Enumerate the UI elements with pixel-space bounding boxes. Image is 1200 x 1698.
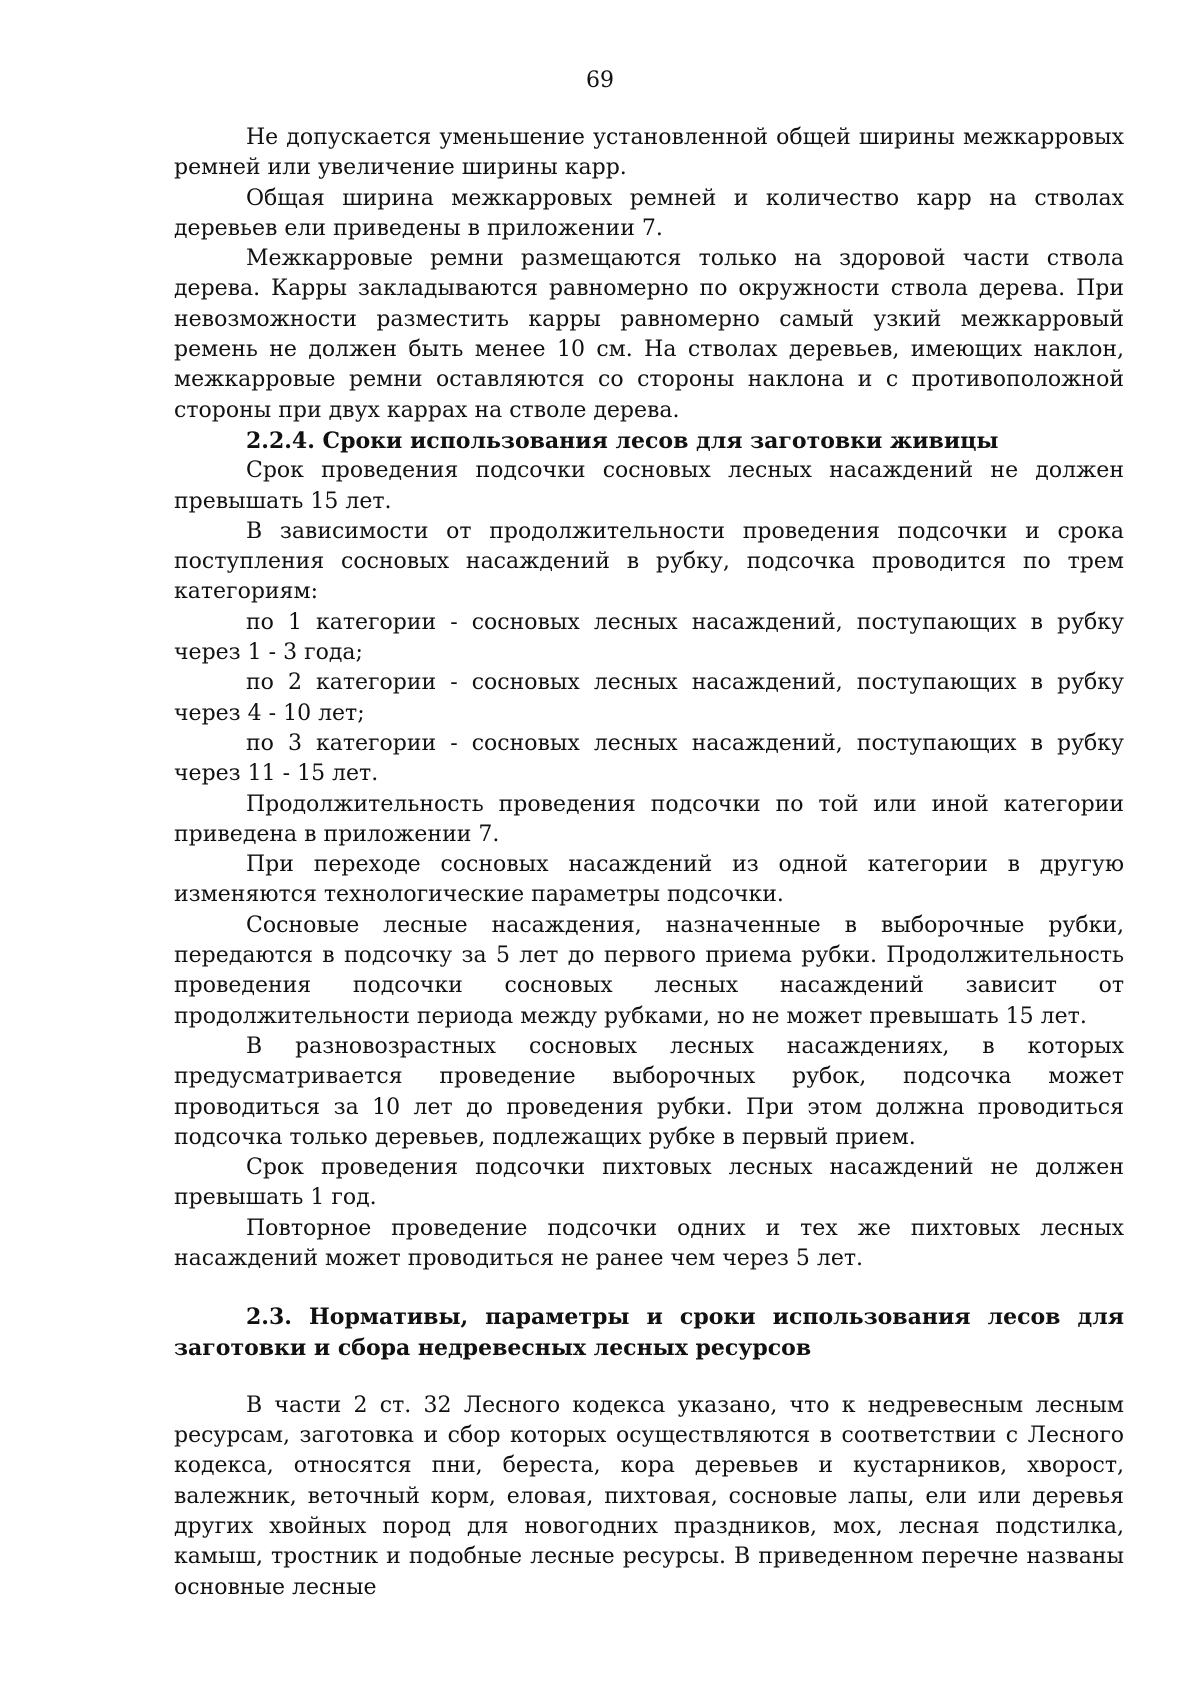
- paragraph-10: При переходе сосновых насаждений из одной категории в другую изменяются технологические параметры подсочки.: [174, 852, 1124, 908]
- paragraph-14: Повторное проведение подсочки одних и тех же пихтовых лесных насаждений может проводиться не ранее чем через 5 лет.: [174, 1215, 1124, 1271]
- paragraph-1: Не допускается уменьшение установленной общей ширины межкарровых ремней или увеличение ширины карр.: [174, 125, 1124, 181]
- paragraph-9: Продолжительность проведения подсочки по той или иной категории приведена в приложении 7.: [174, 791, 1124, 847]
- paragraph-12: В разновозрастных сосновых лесных насаждениях, в которых предусматривается проведение выборочных рубок, подсочка может проводиться за 10 лет до проведения рубки. При этом должна проводиться подсочка только деревьев, подлежащих рубке в первый прием.: [174, 1033, 1124, 1150]
- heading-2-3: 2.3. Нормативы, параметры и сроки использования лесов для заготовки и сбора недревесных лесных ресурсов: [174, 1304, 1124, 1361]
- paragraph-13: Срок проведения подсочки пихтовых лесных насаждений не должен превышать 1 год.: [174, 1155, 1124, 1211]
- page-number: 69: [586, 68, 614, 93]
- category-3-item: по 3 категории - сосновых лесных насаждений, поступающих в рубку через 11 - 15 лет.: [174, 730, 1124, 787]
- paragraph-11: Сосновые лесные насаждения, назначенные в выборочные рубки, передаются в подсочку за 5 лет до первого приема рубки. Продолжительность проведения подсочки сосновых лесных насаждений зависит от продолжительности периода между рубками, но не может превышать 15 лет.: [174, 912, 1124, 1029]
- category-1-item: по 1 категории - сосновых лесных насаждений, поступающих в рубку через 1 - 3 года;: [174, 609, 1124, 666]
- category-2-item: по 2 категории - сосновых лесных насаждений, поступающих в рубку через 4 - 10 лет;: [174, 670, 1124, 726]
- document-body: [174, 123, 1124, 1603]
- paragraph-2: Общая ширина межкарровых ремней и количество карр на стволах деревьев ели приведены в приложении 7.: [174, 185, 1124, 241]
- heading-2-2-4: 2.2.4. Сроки использования лесов для заготовки живицы: [246, 427, 999, 454]
- paragraph-15: В части 2 ст. 32 Лесного кодекса указано, что к недревесным лесным ресурсам, заготовка и сбор которых осуществляются в соответствии с Лесного кодекса, относятся пни, береста, кора деревьев и кустарников, хворост, валежник, веточный корм, еловая, пихтовая, сосновые лапы, ели или деревья других хвойных пород для новогодних праздников, мох, лесная подстилка, камыш, тростник и подобные лесные ресурсы. В приведенном перечне названы основные лесные: [174, 1392, 1124, 1600]
- paragraph-5: В зависимости от продолжительности проведения подсочки и срока поступления сосновых насаждений в рубку, подсочка проводится по трем категориям:: [174, 518, 1124, 605]
- paragraph-4: Срок проведения подсочки сосновых лесных насаждений не должен превышать 15 лет.: [174, 458, 1124, 514]
- paragraph-3: Межкарровые ремни размещаются только на здоровой части ствола дерева. Карры закладываются равномерно по окружности ствола дерева. При невозможности разместить карры равномерно самый узкий межкарровый ремень не должен быть менее 10 см. На стволах деревьев, имеющих наклон, межкарровые ремни оставляются со стороны наклона и с противоположной стороны при двух каррах на стволе дерева.: [174, 246, 1124, 423]
